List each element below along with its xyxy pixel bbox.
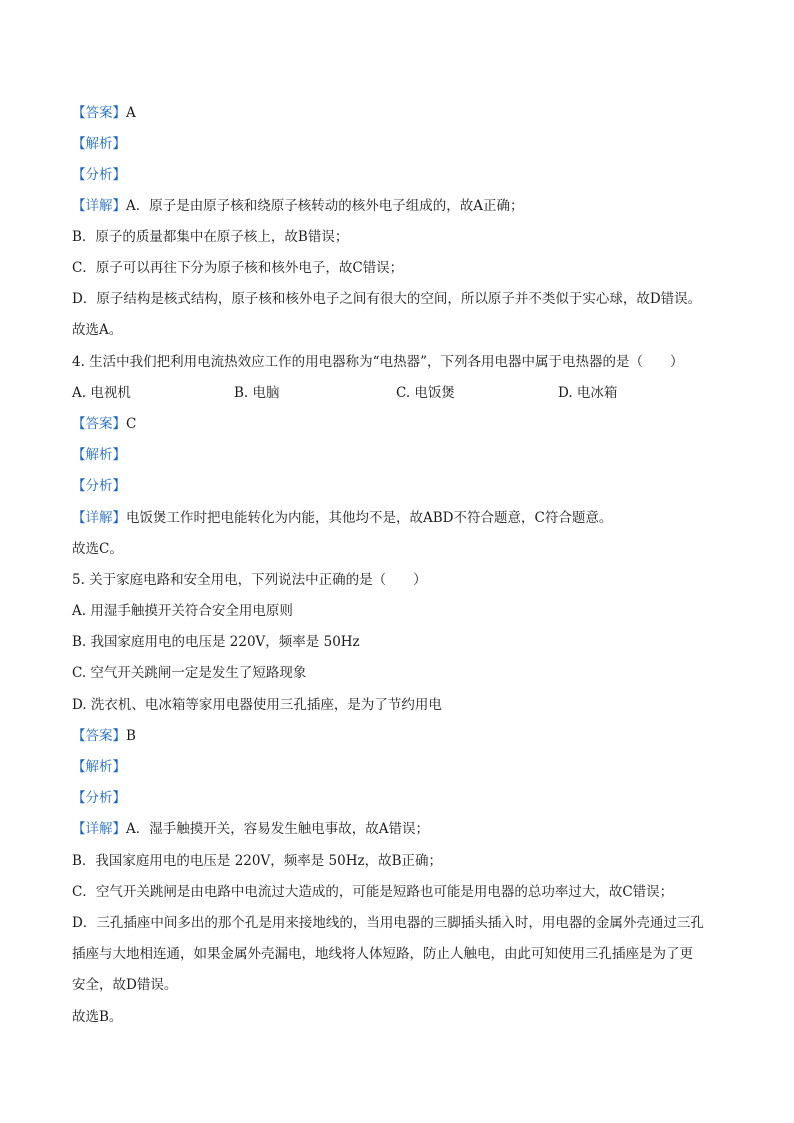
q5-detail-line-5: 插座与大地相连通，如果金属外壳漏电，地线将人体短路，防止人触电，由此可知使用三孔插座是为了更 — [72, 946, 693, 962]
q4-answer-line — [72, 415, 734, 433]
q4-stem: 4. 生活中我们把利用电流热效应工作的用电器称为“电热器”，下列各用电器中属于电热器的是（ ） — [72, 354, 684, 370]
q3-conclusion: 故选A。 — [72, 322, 123, 338]
fenxi-tag: 【分析】 — [72, 167, 126, 183]
answer-value: C — [126, 416, 137, 432]
detail-tag: 【详解】 — [72, 198, 126, 214]
q5-option-c: C. 空气开关跳闸一定是发生了短路现象 — [72, 665, 307, 681]
answer-value: A — [126, 105, 136, 121]
detail-text: A．原子是由原子核和绕原子核转动的核外电子组成的，故A正确； — [126, 198, 524, 214]
answer-tag: 【答案】 — [72, 416, 126, 432]
analysis-tag: 【解析】 — [72, 447, 126, 463]
q5-detail-line-3: C．空气开关跳闸是由电路中电流过大造成的，可能是短路也可能是用电器的总功率过大，故C错误； — [72, 884, 674, 900]
fenxi-tag: 【分析】 — [72, 790, 126, 806]
detail-tag: 【详解】 — [72, 510, 126, 526]
q4-option-d: D. 电冰箱 — [558, 385, 618, 401]
q5-detail-line-4: D．三孔插座中间多出的那个孔是用来接地线的，当用电器的三脚插头插入时，用电器的金属外壳通过三孔 — [72, 915, 704, 931]
detail-text: A．湿手触摸开关，容易发生触电事故，故A错误； — [126, 821, 429, 837]
q4-option-c: C. 电饭煲 — [396, 385, 455, 401]
answer-tag: 【答案】 — [72, 105, 126, 121]
q5-detail-line-1 — [72, 820, 734, 838]
q5-option-a: A. 用湿手触摸开关符合安全用电原则 — [72, 603, 293, 619]
answer-value: B — [126, 728, 136, 744]
detail-text: 电饭煲工作时把电能转化为内能，其他均不是，故ABD不符合题意，C符合题意。 — [126, 510, 613, 526]
q5-detail-line-2: B．我国家庭用电的电压是 220V，频率是 50Hz，故B正确； — [72, 853, 443, 869]
analysis-tag: 【解析】 — [72, 136, 126, 152]
q4-detail-line — [72, 509, 734, 527]
q5-option-b: B. 我国家庭用电的电压是 220V，频率是 50Hz — [72, 634, 360, 650]
q4-option-a: A. 电视机 — [72, 385, 131, 401]
q3-detail-line-3: C．原子可以再往下分为原子核和核外电子，故C错误； — [72, 260, 404, 276]
q5-option-d: D. 洗衣机、电冰箱等家用电器使用三孔插座，是为了节约用电 — [72, 697, 442, 713]
q5-detail-line-6: 安全，故D错误。 — [72, 977, 178, 993]
q3-detail-line-1 — [72, 197, 734, 215]
q3-detail-line-4: D．原子结构是核式结构，原子核和核外电子之间有很大的空间，所以原子并不类似于实心球，故D错误。 — [72, 291, 702, 307]
q3-answer-line — [72, 104, 734, 122]
q3-detail-line-2: B．原子的质量都集中在原子核上，故B错误； — [72, 229, 349, 245]
q4-option-b: B. 电脑 — [234, 385, 280, 401]
q4-conclusion: 故选C。 — [72, 541, 123, 557]
detail-tag: 【详解】 — [72, 821, 126, 837]
analysis-tag: 【解析】 — [72, 759, 126, 775]
q4-options — [72, 384, 732, 402]
q5-stem: 5. 关于家庭电路和安全用电，下列说法中正确的是（ ） — [72, 572, 427, 588]
q5-conclusion: 故选B。 — [72, 1009, 123, 1025]
fenxi-tag: 【分析】 — [72, 478, 126, 494]
q5-answer-line — [72, 727, 734, 745]
answer-tag: 【答案】 — [72, 728, 126, 744]
